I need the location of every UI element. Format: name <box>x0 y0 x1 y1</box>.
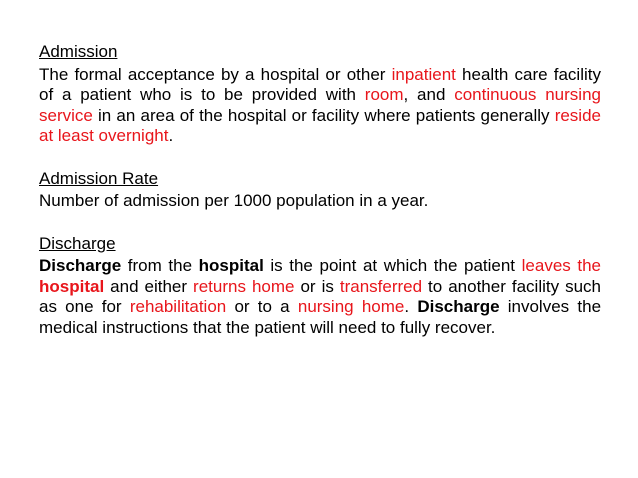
admission-highlight-inpatient: inpatient <box>391 64 456 84</box>
admission-text-2: health care facility of a patient who is to be provided with <box>39 64 601 104</box>
discharge-text-7: . <box>404 297 418 316</box>
discharge-highlight-rehabilitation: rehabilitation <box>129 297 227 316</box>
discharge-highlight-transferred: transferred <box>339 276 423 296</box>
discharge-bold-hospital: hospital <box>198 256 264 275</box>
admission-highlight-overnight: reside at least overnight <box>39 105 601 145</box>
section-spacer <box>39 147 601 169</box>
discharge-bold-1: Discharge <box>39 256 122 275</box>
section-spacer <box>39 212 601 234</box>
discharge-text-3: and either <box>104 276 194 296</box>
discharge-highlight-nursing-home: nursing home <box>297 297 405 316</box>
discharge-text-5: to another facility such as one for <box>39 276 602 316</box>
admission-highlight-nursing: continuous nursing service <box>39 85 601 125</box>
discharge-text-8: involves the medical instructions that the patient will need to fully recover. <box>39 297 602 337</box>
discharge-heading: Discharge <box>39 233 116 253</box>
discharge-text-6: or to a <box>226 297 298 316</box>
discharge-text-2: is the point at which the patient <box>263 256 522 275</box>
discharge-highlight-leaves: leaves the <box>521 256 602 275</box>
discharge-highlight-returns-home: returns home <box>193 276 295 296</box>
admission-highlight-room: room <box>364 85 404 104</box>
admission-rate-definition: Number of admission per 1000 population in a year. <box>39 191 429 210</box>
admission-heading: Admission <box>39 42 118 61</box>
discharge-highlight-hospital: hospital <box>39 276 105 296</box>
admission-text-3: , and <box>403 85 455 104</box>
discharge-bold-2: Discharge <box>417 297 500 316</box>
discharge-text-1: from the <box>121 256 199 275</box>
slide-content <box>39 42 601 338</box>
admission-text-5: . <box>168 126 174 145</box>
admission-definition <box>39 65 601 147</box>
discharge-definition <box>39 256 601 338</box>
admission-text-1: The formal acceptance by a hospital or other <box>39 64 392 84</box>
discharge-text-4: or is <box>294 276 340 296</box>
admission-text-4: in an area of the hospital or facility where patients generally <box>92 105 555 125</box>
admission-rate-heading: Admission Rate <box>39 168 159 188</box>
